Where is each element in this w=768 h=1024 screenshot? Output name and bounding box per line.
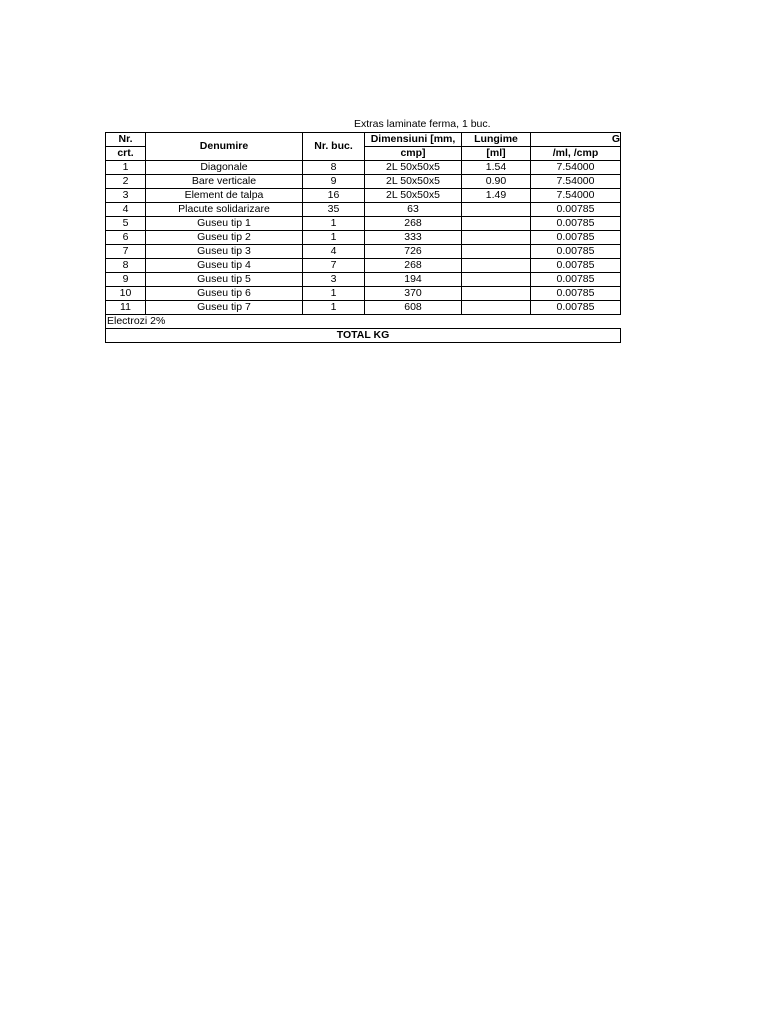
cell-nr: 10 — [106, 287, 146, 301]
cell-lungime — [462, 259, 531, 273]
table-row — [106, 161, 621, 175]
cell-lungime: 1.54 — [462, 161, 531, 175]
table-row — [106, 245, 621, 259]
table-row — [106, 175, 621, 189]
cell-buc: 4 — [303, 245, 365, 259]
cell-denumire: Diagonale — [146, 161, 303, 175]
cell-denumire: Element de talpa — [146, 189, 303, 203]
header-denumire: Denumire — [146, 133, 303, 161]
cell-buc: 1 — [303, 301, 365, 315]
cell-denumire: Guseu tip 1 — [146, 217, 303, 231]
cell-lungime — [462, 245, 531, 259]
cell-dim: 2L 50x50x5 — [365, 175, 462, 189]
table-row — [106, 273, 621, 287]
header-lungime-bottom: [ml] — [462, 147, 531, 161]
cell-g: 0.00785 — [531, 231, 621, 245]
laminate-table — [105, 132, 621, 343]
total-row — [106, 329, 621, 343]
cell-buc: 8 — [303, 161, 365, 175]
cell-lungime — [462, 203, 531, 217]
header-dimensiuni-top: Dimensiuni [mm, — [365, 133, 462, 147]
total-label: TOTAL KG — [106, 329, 621, 343]
cell-dim: 268 — [365, 259, 462, 273]
table-row — [106, 231, 621, 245]
cell-denumire: Guseu tip 7 — [146, 301, 303, 315]
cell-nr: 5 — [106, 217, 146, 231]
cell-nr: 8 — [106, 259, 146, 273]
table-row — [106, 203, 621, 217]
cell-lungime — [462, 273, 531, 287]
table-caption — [105, 117, 614, 131]
cell-nr: 1 — [106, 161, 146, 175]
cell-nr: 9 — [106, 273, 146, 287]
table-row — [106, 287, 621, 301]
cell-dim: 726 — [365, 245, 462, 259]
cell-g: 0.00785 — [531, 259, 621, 273]
cell-g: 0.00785 — [531, 217, 621, 231]
header-dimensiuni-bottom: cmp] — [365, 147, 462, 161]
header-nr-crt-bottom: crt. — [106, 147, 146, 161]
caption-text: Extras laminate ferma, 1 buc. — [354, 118, 491, 130]
cell-denumire: Guseu tip 6 — [146, 287, 303, 301]
table-row — [106, 189, 621, 203]
cell-lungime — [462, 287, 531, 301]
cell-buc: 16 — [303, 189, 365, 203]
electrozi-row — [106, 315, 621, 329]
cell-dim: 370 — [365, 287, 462, 301]
cell-g: 0.00785 — [531, 287, 621, 301]
spreadsheet-view — [105, 117, 620, 349]
cell-g: 7.54000 — [531, 175, 621, 189]
cell-buc: 35 — [303, 203, 365, 217]
header-g-bottom: /ml, /cmp — [531, 147, 621, 161]
cell-denumire: Guseu tip 2 — [146, 231, 303, 245]
cell-g: 0.00785 — [531, 245, 621, 259]
cell-denumire: Guseu tip 3 — [146, 245, 303, 259]
cell-g: 7.54000 — [531, 161, 621, 175]
electrozi-label: Electrozi 2% — [106, 315, 621, 329]
cell-nr: 3 — [106, 189, 146, 203]
cell-dim: 333 — [365, 231, 462, 245]
header-lungime-top: Lungime — [462, 133, 531, 147]
cell-buc: 1 — [303, 287, 365, 301]
cell-buc: 1 — [303, 217, 365, 231]
cell-denumire: Guseu tip 5 — [146, 273, 303, 287]
cell-nr: 11 — [106, 301, 146, 315]
cell-dim: 63 — [365, 203, 462, 217]
header-row-top — [106, 133, 621, 147]
cell-buc: 1 — [303, 231, 365, 245]
cell-g: 7.54000 — [531, 189, 621, 203]
table-row — [106, 301, 621, 315]
cell-g: 0.00785 — [531, 301, 621, 315]
cell-nr: 4 — [106, 203, 146, 217]
cell-dim: 2L 50x50x5 — [365, 189, 462, 203]
cell-denumire: Placute solidarizare — [146, 203, 303, 217]
cell-g: 0.00785 — [531, 203, 621, 217]
cell-dim: 194 — [365, 273, 462, 287]
table-row — [106, 217, 621, 231]
cell-nr: 7 — [106, 245, 146, 259]
cell-denumire: Bare verticale — [146, 175, 303, 189]
cell-lungime — [462, 301, 531, 315]
cell-nr: 2 — [106, 175, 146, 189]
header-g-top: G — [531, 133, 621, 147]
cell-dim: 608 — [365, 301, 462, 315]
cell-nr: 6 — [106, 231, 146, 245]
cell-g: 0.00785 — [531, 273, 621, 287]
cell-lungime: 1.49 — [462, 189, 531, 203]
header-nr-crt-top: Nr. — [106, 133, 146, 147]
cell-dim: 2L 50x50x5 — [365, 161, 462, 175]
cell-denumire: Guseu tip 4 — [146, 259, 303, 273]
cell-buc: 9 — [303, 175, 365, 189]
cell-dim: 268 — [365, 217, 462, 231]
cell-buc: 3 — [303, 273, 365, 287]
header-nr-buc: Nr. buc. — [303, 133, 365, 161]
cell-lungime — [462, 217, 531, 231]
cell-lungime: 0.90 — [462, 175, 531, 189]
cell-buc: 7 — [303, 259, 365, 273]
table-row — [106, 259, 621, 273]
cell-lungime — [462, 231, 531, 245]
